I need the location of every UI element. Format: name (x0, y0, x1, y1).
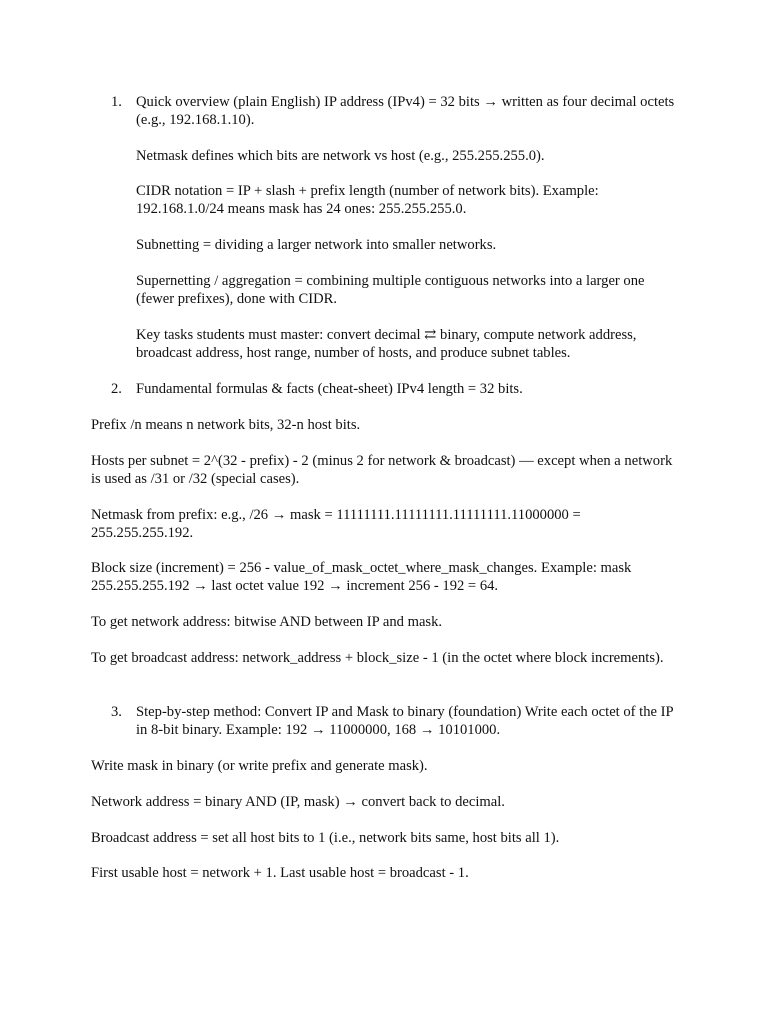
paragraph-hosts-per-subnet: Hosts per subnet = 2^(32 - prefix) - 2 (minus 2 for network & broadcast) — except when a network is used as /31 or /32 (special cases). (91, 453, 673, 487)
list-item-3 (111, 704, 684, 739)
list-number: 1. (111, 94, 122, 110)
paragraph-network-address: To get network address: bitwise AND between IP and mask. (91, 614, 443, 630)
list-number: 3. (111, 704, 122, 720)
list-item-text: Step-by-step method: Convert IP and Mask to binary (foundation) Write each octet of the IP in 8-bit binary. Example: 192 → 11000000, 168 → 10101000. (136, 704, 674, 738)
paragraph-prefix: Prefix /n means n network bits, 32-n host bits. (91, 417, 361, 433)
paragraph-broadcast-address: To get broadcast address: network_address + block_size - 1 (in the octet where block increments). (91, 650, 664, 666)
paragraph-usable-hosts: First usable host = network + 1. Last usable host = broadcast - 1. (91, 865, 469, 881)
paragraph-block-size: Block size (increment) = 256 - value_of_mask_octet_where_mask_changes. Example: mask 255.255.255.192 → last octet value 192 → increment 256 - 192 = 64. (91, 560, 632, 594)
paragraph-cidr: CIDR notation = IP + slash + prefix length (number of network bits). Example: 192.168.1.0/24 means mask has 24 ones: 255.255.255.0. (136, 183, 599, 217)
list-item-text: Fundamental formulas & facts (cheat-sheet) IPv4 length = 32 bits. (136, 381, 523, 397)
list-item-2 (111, 381, 684, 399)
paragraph-write-mask: Write mask in binary (or write prefix and generate mask). (91, 758, 428, 774)
paragraph-network-and: Network address = binary AND (IP, mask) → convert back to decimal. (91, 794, 505, 810)
list-item-1 (111, 94, 684, 129)
paragraph-supernetting: Supernetting / aggregation = combining multiple contiguous networks into a larger one (fewer prefixes), done with CIDR. (136, 273, 645, 307)
paragraph-netmask-from-prefix: Netmask from prefix: e.g., /26 → mask = 11111111.11111111.11111111.11000000 = 255.255.255.192. (91, 507, 581, 541)
paragraph-subnetting: Subnetting = dividing a larger network into smaller networks. (136, 237, 497, 253)
list-item-text: Quick overview (plain English) IP address (IPv4) = 32 bits → written as four decimal octets (e.g., 192.168.1.10). (136, 94, 675, 128)
paragraph-key-tasks: Key tasks students must master: convert decimal ⇄ binary, compute network address, broadcast address, host range, number of hosts, and produce subnet tables. (136, 327, 637, 361)
paragraph-broadcast-set: Broadcast address = set all host bits to 1 (i.e., network bits same, host bits all 1). (91, 830, 560, 846)
paragraph-netmask: Netmask defines which bits are network vs host (e.g., 255.255.255.0). (136, 148, 545, 164)
list-number: 2. (111, 381, 122, 397)
